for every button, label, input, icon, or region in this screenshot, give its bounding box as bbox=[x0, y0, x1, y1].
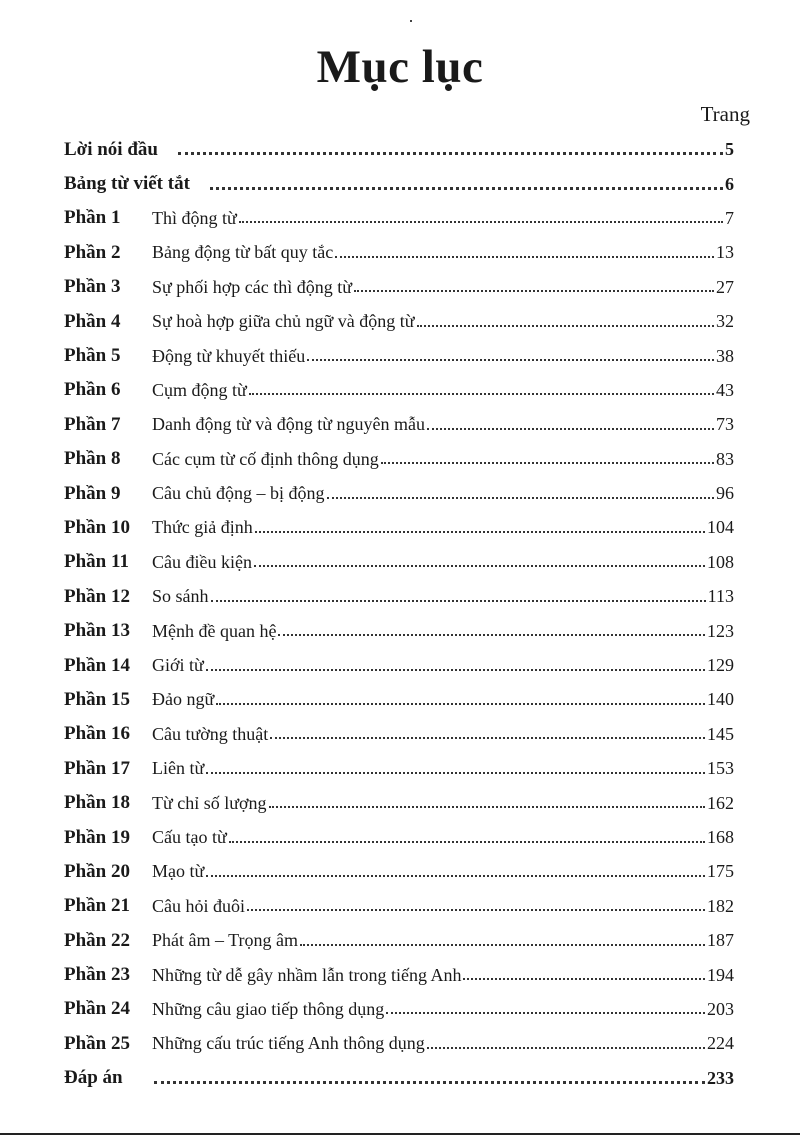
dot-leader bbox=[154, 1080, 705, 1084]
toc-entry bbox=[64, 373, 734, 407]
toc-entry-title: Các cụm từ cố định thông dụng bbox=[152, 448, 379, 469]
toc-entry-page: 83 bbox=[716, 448, 734, 469]
toc-entry-title: Câu điều kiện bbox=[152, 551, 252, 572]
toc-entry bbox=[64, 545, 734, 579]
toc-entry-label: Phần 24 bbox=[64, 998, 130, 1020]
toc-entry-page: 140 bbox=[707, 689, 734, 710]
page-title: Mục lục bbox=[316, 41, 484, 93]
toc-entry-label: Phần 12 bbox=[64, 585, 130, 607]
toc-entry-title: Liên từ bbox=[152, 758, 205, 779]
toc-entry bbox=[64, 476, 734, 510]
toc-entry-page: 7 bbox=[725, 207, 734, 228]
toc-entry bbox=[64, 1026, 734, 1060]
toc-entry-title: Động từ khuyết thiếu bbox=[152, 345, 306, 366]
toc-entry-title: Thì động từ bbox=[152, 207, 237, 228]
toc-entry bbox=[64, 820, 734, 854]
toc-entry-title: Danh động từ và động từ nguyên mẫu bbox=[152, 414, 425, 435]
toc-entry-title: Bảng từ viết tắt bbox=[64, 173, 190, 195]
toc-entry bbox=[64, 270, 734, 304]
dot-leader bbox=[206, 874, 705, 877]
toc-entry bbox=[64, 1061, 734, 1095]
toc-entry-title: Sự hoà hợp giữa chủ ngữ và động từ bbox=[152, 311, 415, 332]
toc-entry-label: Phần 18 bbox=[64, 792, 130, 814]
toc-entry-page: 145 bbox=[707, 723, 734, 744]
toc-entry-label: Đáp án bbox=[64, 1067, 123, 1089]
toc-entry-page: 6 bbox=[725, 173, 734, 194]
toc-entry-title: Thức giả định bbox=[152, 517, 253, 538]
dot-leader bbox=[427, 427, 714, 430]
dot-leader bbox=[307, 358, 714, 361]
toc-entry-title: Những từ dễ gây nhầm lẫn trong tiếng Anh bbox=[152, 964, 462, 985]
dot-leader bbox=[278, 633, 705, 636]
toc-entry-label: Phần 23 bbox=[64, 964, 130, 986]
toc-entry bbox=[64, 889, 734, 923]
toc-entry-title: Phát âm – Trọng âm bbox=[152, 930, 299, 951]
toc-entry-label: Phần 11 bbox=[64, 551, 129, 573]
toc-entry-label: Phần 2 bbox=[64, 241, 121, 263]
dot-leader bbox=[178, 151, 723, 155]
toc-entry-label: Phần 14 bbox=[64, 654, 130, 676]
dot-leader bbox=[463, 977, 705, 980]
toc-entry-label: Phần 8 bbox=[64, 448, 121, 470]
toc-entry bbox=[64, 201, 734, 235]
dot-leader bbox=[210, 186, 723, 190]
toc-entry-label: Phần 16 bbox=[64, 723, 130, 745]
toc-entry bbox=[64, 923, 734, 957]
toc-entry-title: Câu chủ động – bị động bbox=[152, 483, 325, 504]
toc-entry bbox=[64, 304, 734, 338]
toc-entry-label: Phần 15 bbox=[64, 688, 130, 710]
dot-leader bbox=[417, 324, 714, 327]
dot-leader bbox=[229, 840, 705, 843]
toc-entry bbox=[64, 166, 734, 200]
toc-entry bbox=[64, 235, 734, 269]
toc-entry-label: Phần 17 bbox=[64, 757, 130, 779]
toc-entry-page: 203 bbox=[707, 998, 734, 1019]
toc-entry bbox=[64, 613, 734, 647]
toc-entry-title: So sánh bbox=[152, 586, 209, 607]
dot-leader bbox=[269, 805, 705, 808]
toc-entry-label: Phần 9 bbox=[64, 482, 121, 504]
toc-entry-page: 194 bbox=[707, 964, 734, 985]
toc-entry-title: Từ chỉ số lượng bbox=[152, 792, 267, 813]
toc-entry-label: Phần 25 bbox=[64, 1032, 130, 1054]
toc-entry-title: Lời nói đầu bbox=[64, 138, 158, 160]
dot-leader bbox=[206, 668, 705, 671]
toc-entry-title: Câu tường thuật bbox=[152, 723, 269, 744]
toc-entry-title: Mệnh đề quan hệ bbox=[152, 620, 277, 641]
scan-speck bbox=[410, 20, 412, 22]
toc-entry bbox=[64, 442, 734, 476]
toc-entry-page: 13 bbox=[716, 242, 734, 263]
dot-leader bbox=[386, 1011, 705, 1014]
toc-entry-page: 168 bbox=[707, 827, 734, 847]
toc-entry bbox=[64, 682, 734, 716]
toc-entry-page: 38 bbox=[716, 345, 734, 366]
toc-entry-label: Phần 21 bbox=[64, 895, 130, 917]
toc-entry-title: Cụm động từ bbox=[152, 379, 247, 400]
toc-entry-title: Cấu tạo từ bbox=[152, 827, 227, 847]
toc-entry-title: Sự phối hợp các thì động từ bbox=[152, 276, 353, 297]
toc-entry-page: 162 bbox=[707, 792, 734, 813]
dot-leader bbox=[327, 496, 715, 499]
toc-entry-page: 123 bbox=[707, 620, 734, 641]
toc-entry bbox=[64, 510, 734, 544]
toc-entry bbox=[64, 992, 734, 1026]
toc-entry-title: Những cấu trúc tiếng Anh thông dụng bbox=[152, 1033, 425, 1054]
toc-entry-label: Phần 13 bbox=[64, 620, 130, 642]
toc-entry-label: Phần 22 bbox=[64, 929, 130, 951]
page-column-header: Trang bbox=[700, 102, 750, 126]
toc-entry-label: Phần 4 bbox=[64, 310, 121, 332]
toc-entry-page: 129 bbox=[707, 655, 734, 676]
toc-entry-page: 153 bbox=[707, 758, 734, 779]
toc-entry-page: 175 bbox=[707, 861, 734, 882]
toc-entry bbox=[64, 717, 734, 751]
table-of-contents bbox=[64, 132, 734, 1095]
toc-entry bbox=[64, 407, 734, 441]
dot-leader bbox=[354, 289, 714, 292]
toc-entry-page: 73 bbox=[716, 414, 734, 435]
toc-entry-label: Phần 19 bbox=[64, 826, 130, 848]
bottom-rule bbox=[0, 1133, 800, 1135]
toc-entry-page: 187 bbox=[707, 930, 734, 951]
toc-entry-page: 224 bbox=[707, 1033, 734, 1054]
toc-entry-title: Câu hỏi đuôi bbox=[152, 895, 245, 916]
toc-entry-label: Phần 3 bbox=[64, 276, 121, 298]
dot-leader bbox=[300, 943, 705, 946]
dot-leader bbox=[335, 255, 714, 258]
toc-entry-title: Mạo từ bbox=[152, 861, 205, 882]
toc-entry-label: Phần 5 bbox=[64, 345, 121, 367]
toc-entry-page: 32 bbox=[716, 311, 734, 332]
dot-leader bbox=[216, 702, 705, 705]
toc-entry-label: Phần 7 bbox=[64, 413, 121, 435]
toc-entry-page: 5 bbox=[725, 139, 734, 160]
toc-entry bbox=[64, 854, 734, 888]
dot-leader bbox=[249, 392, 714, 395]
toc-entry-title: Giới từ bbox=[152, 655, 204, 676]
toc-entry-page: 104 bbox=[707, 517, 734, 538]
toc-entry-page: 182 bbox=[707, 895, 734, 916]
toc-entry bbox=[64, 579, 734, 613]
toc-entry-title: Đảo ngữ bbox=[152, 689, 215, 710]
dot-leader bbox=[255, 530, 705, 533]
dot-leader bbox=[427, 1046, 705, 1049]
toc-entry bbox=[64, 785, 734, 819]
dot-leader bbox=[381, 461, 714, 464]
dot-leader bbox=[206, 771, 705, 774]
toc-entry-title: Bảng động từ bất quy tắc bbox=[152, 242, 334, 263]
toc-entry-page: 27 bbox=[716, 276, 734, 297]
toc-entry bbox=[64, 751, 734, 785]
toc-entry-label: Phần 20 bbox=[64, 860, 130, 882]
toc-entry-page: 43 bbox=[716, 379, 734, 400]
toc-entry-title: Những câu giao tiếp thông dụng bbox=[152, 998, 385, 1019]
dot-leader bbox=[239, 220, 723, 223]
dot-leader bbox=[270, 736, 705, 739]
toc-entry-label: Phần 1 bbox=[64, 207, 121, 229]
toc-entry-label: Phần 6 bbox=[64, 379, 121, 401]
toc-entry-page: 113 bbox=[707, 586, 734, 607]
toc-entry-page: 233 bbox=[707, 1067, 734, 1088]
dot-leader bbox=[254, 564, 705, 567]
toc-entry bbox=[64, 132, 734, 166]
toc-entry-page: 108 bbox=[707, 551, 734, 572]
toc-entry-label: Phần 10 bbox=[64, 516, 130, 538]
toc-entry bbox=[64, 957, 734, 991]
toc-entry-page: 96 bbox=[716, 483, 734, 504]
toc-entry bbox=[64, 338, 734, 372]
dot-leader bbox=[211, 599, 706, 602]
toc-entry bbox=[64, 648, 734, 682]
dot-leader bbox=[247, 908, 705, 911]
